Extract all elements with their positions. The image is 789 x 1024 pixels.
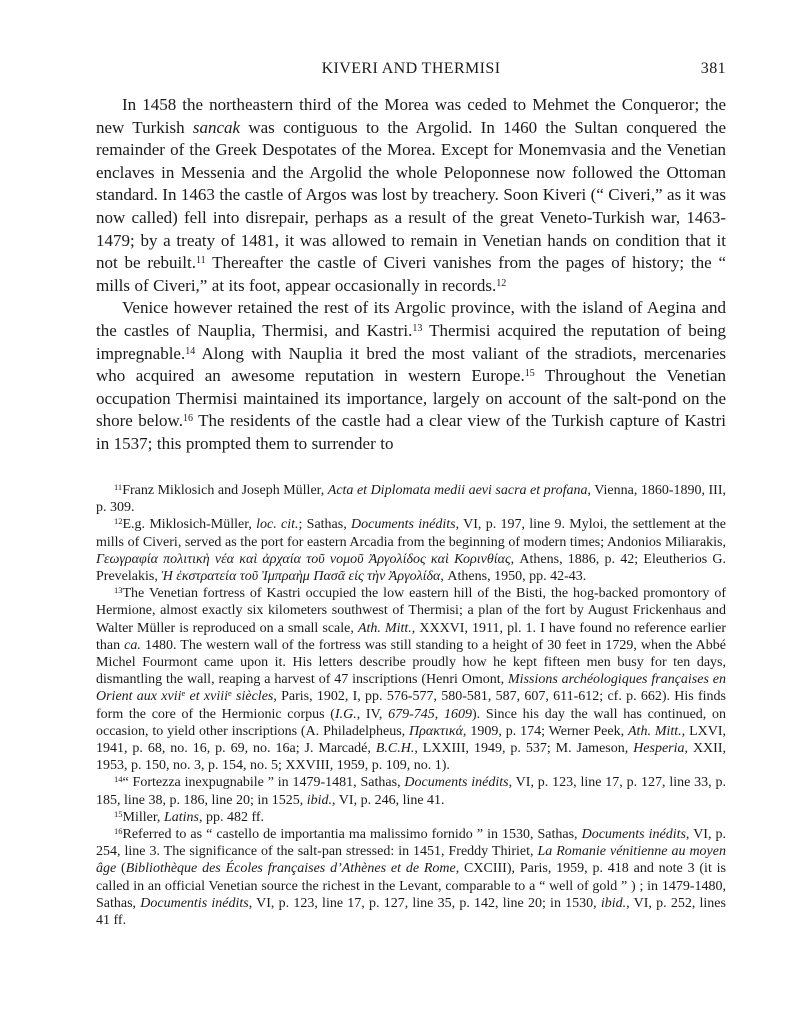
footnote-number: 12 xyxy=(114,516,123,527)
footnote-number: 15 xyxy=(114,808,123,819)
paragraph-1: In 1458 the northeastern third of the Morea was ceded to Mehmet the Conqueror; the new Turkish sancak was contiguous to the Argolid. In 1460 the Sultan conquered the remainder of the Greek Despotates of the Morea. Except for Monemvasia and the Venetian enclaves in Messenia and the Argolid the whole Peloponnese now followed the Ottoman standard. In 1463 the castle of Argos was lost by treachery. Soon Kiveri (“ Civeri,” as it was now called) fell into disrepair, perhaps as a result of the great Veneto-Turkish war, 1463-1479; by a treaty of 1481, it was allowed to remain in Venetian hands on condition that it not be rebuilt.$^{11}$ Thereafter the castle of Civeri vanishes from the pages of history; the “ mills of Civeri,” at its foot, appear occasionally in records.$^{12}$ xyxy=(96,95,726,295)
footnote-number: 11 xyxy=(114,482,123,492)
page-number: 381 xyxy=(700,60,726,77)
footnote-11: $^{11}$Franz Miklosich and Joseph Müller, Acta et Diplomata medii aevi sacra et profana, Vienna, 1860-1890, III, p. 309. xyxy=(96,482,727,516)
footnotes xyxy=(96,482,726,929)
footnote-ref-16[interactable]: 16 xyxy=(182,413,193,425)
footnote-ref-13[interactable]: 13 xyxy=(412,322,423,334)
footnote-14: $^{14}$“ Fortezza inexpugnabile ” in 1479-1481, Sathas, Documents inédits, VI, p. 123, line 17, p. 127, line 33, p. 185, line 38, p. 186, line 20; in 1525, ibid., VI, p. 246, line 41. xyxy=(96,774,726,808)
running-header xyxy=(96,60,726,82)
paragraph-2: Venice however retained the rest of its Argolic province, with the island of Aegina and the castles of Nauplia, Thermisi, and Kastri.$^{13}$ Thermisi acquired the reputation of being impregnable.$^{14}$ Along with Nauplia it bred the most valiant of the stradiots, mercenaries who acquired an awesome reputation in western Europe.$^{15}$ Throughout the Venetian occupation Thermisi maintained its importance, largely on account of the salt-pond on the shore below.$^{16}$ The residents of the castle had a clear view of the Turkish capture of Kastri in 1537; this prompted them to surrender to xyxy=(96,298,726,453)
main-text xyxy=(96,94,726,456)
footnote-15: $^{15}$Miller, Latins, pp. 482 ff. xyxy=(114,808,265,825)
footnote-ref-11[interactable]: 11 xyxy=(195,255,206,267)
running-title: KIVERI AND THERMISI xyxy=(321,60,501,77)
footnote-12: $^{12}$E.g. Miklosich-Müller, loc. cit.; Sathas, Documents inédits, VI, p. 197, line 9. Myloi, the settlement at the mills of Civeri, served as the port for eastern Arcadia from the beginning of modern times; Andonios Miliarakis, Γεωγραφία πολιτικὴ νέα καὶ ἀρχαία τοῦ νομοῦ Ἀργολίδος καὶ Κορινθίας, Athens, 1886, p. 42; Eleutherios G. Prevelakis, Ἡ ἐκστρατεία τοῦ Ἰμπραὴμ Πασᾶ εἰς τὴν Ἀργολίδα, Athens, 1950, pp. 42-43. xyxy=(96,516,726,585)
footnote-ref-14[interactable]: 14 xyxy=(185,345,196,357)
footnote-16: $^{16}$Referred to as “ castello de importantia ma malissimo fornido ” in 1530, Sathas, Documents inédits, VI, p. 254, line 3. The significance of the salt-pan stressed: in 1451, Freddy Thiriet, La Romanie vénitienne au moyen âge (Bibliothèque des Écoles françaises d’Athènes et de Rome, CXCIII), Paris, 1959, p. 418 and note 3 (it is called in an official Venetian source the richest in the Levant, comparable to a “ well of gold ” ) ; in 1479-1480, Sathas, Documentis inédits, VI, p. 123, line 17, p. 127, line 35, p. 142, line 20; in 1530, ibid., VI, p. 252, lines 41 ff. xyxy=(96,826,727,929)
footnote-ref-15[interactable]: 15 xyxy=(524,368,535,380)
footnote-ref-12[interactable]: 12 xyxy=(496,277,507,289)
footnote-number: 16 xyxy=(114,826,123,837)
footnote-number: 13 xyxy=(114,585,123,596)
footnote-number: 14 xyxy=(114,774,123,785)
footnote-13: $^{13}$The Venetian fortress of Kastri occupied the low eastern hill of the Bisti, the hog-backed promontory of Hermione, almost exactly six kilometers southwest of Thermisi; a plan of the fort by August Frickenhaus and Walter Müller is reproduced on a small scale, Ath. Mitt., XXXVI, 1911, pl. 1. I have found no reference earlier than ca. 1480. The western wall of the fortress was still standing to a height of 30 feet in 1729, when the Abbé Michel Fourmont came upon it. His letters describe proudly how he kept fifteen men busy for ten days, dismantling the wall, reaping a harvest of 47 inscriptions (Henri Omont, Missions archéologiques françaises en Orient aux xvii$^e$ et xviii$^e$ siècles, Paris, 1902, I, pp. 576-577, 580-581, 587, 607, 611-612; cf. p. 662). His finds form the core of the Hermionic corpus (I.G., IV, 679-745, 1609). Since his day the wall has continued, on occasion, to yield other inscriptions (A. Philadelpheus, Πρακτικά, 1909, p. 174; Werner Peek, Ath. Mitt., LXVI, 1941, p. 68, no. 16, p. 69, no. 16a; J. Marcadé, B.C.H., LXXIII, 1949, p. 537; M. Jameson, Hesperia, XXII, 1953, p. 150, no. 3, p. 154, no. 5; XXVIII, 1959, p. 109, no. 1). xyxy=(96,585,727,774)
